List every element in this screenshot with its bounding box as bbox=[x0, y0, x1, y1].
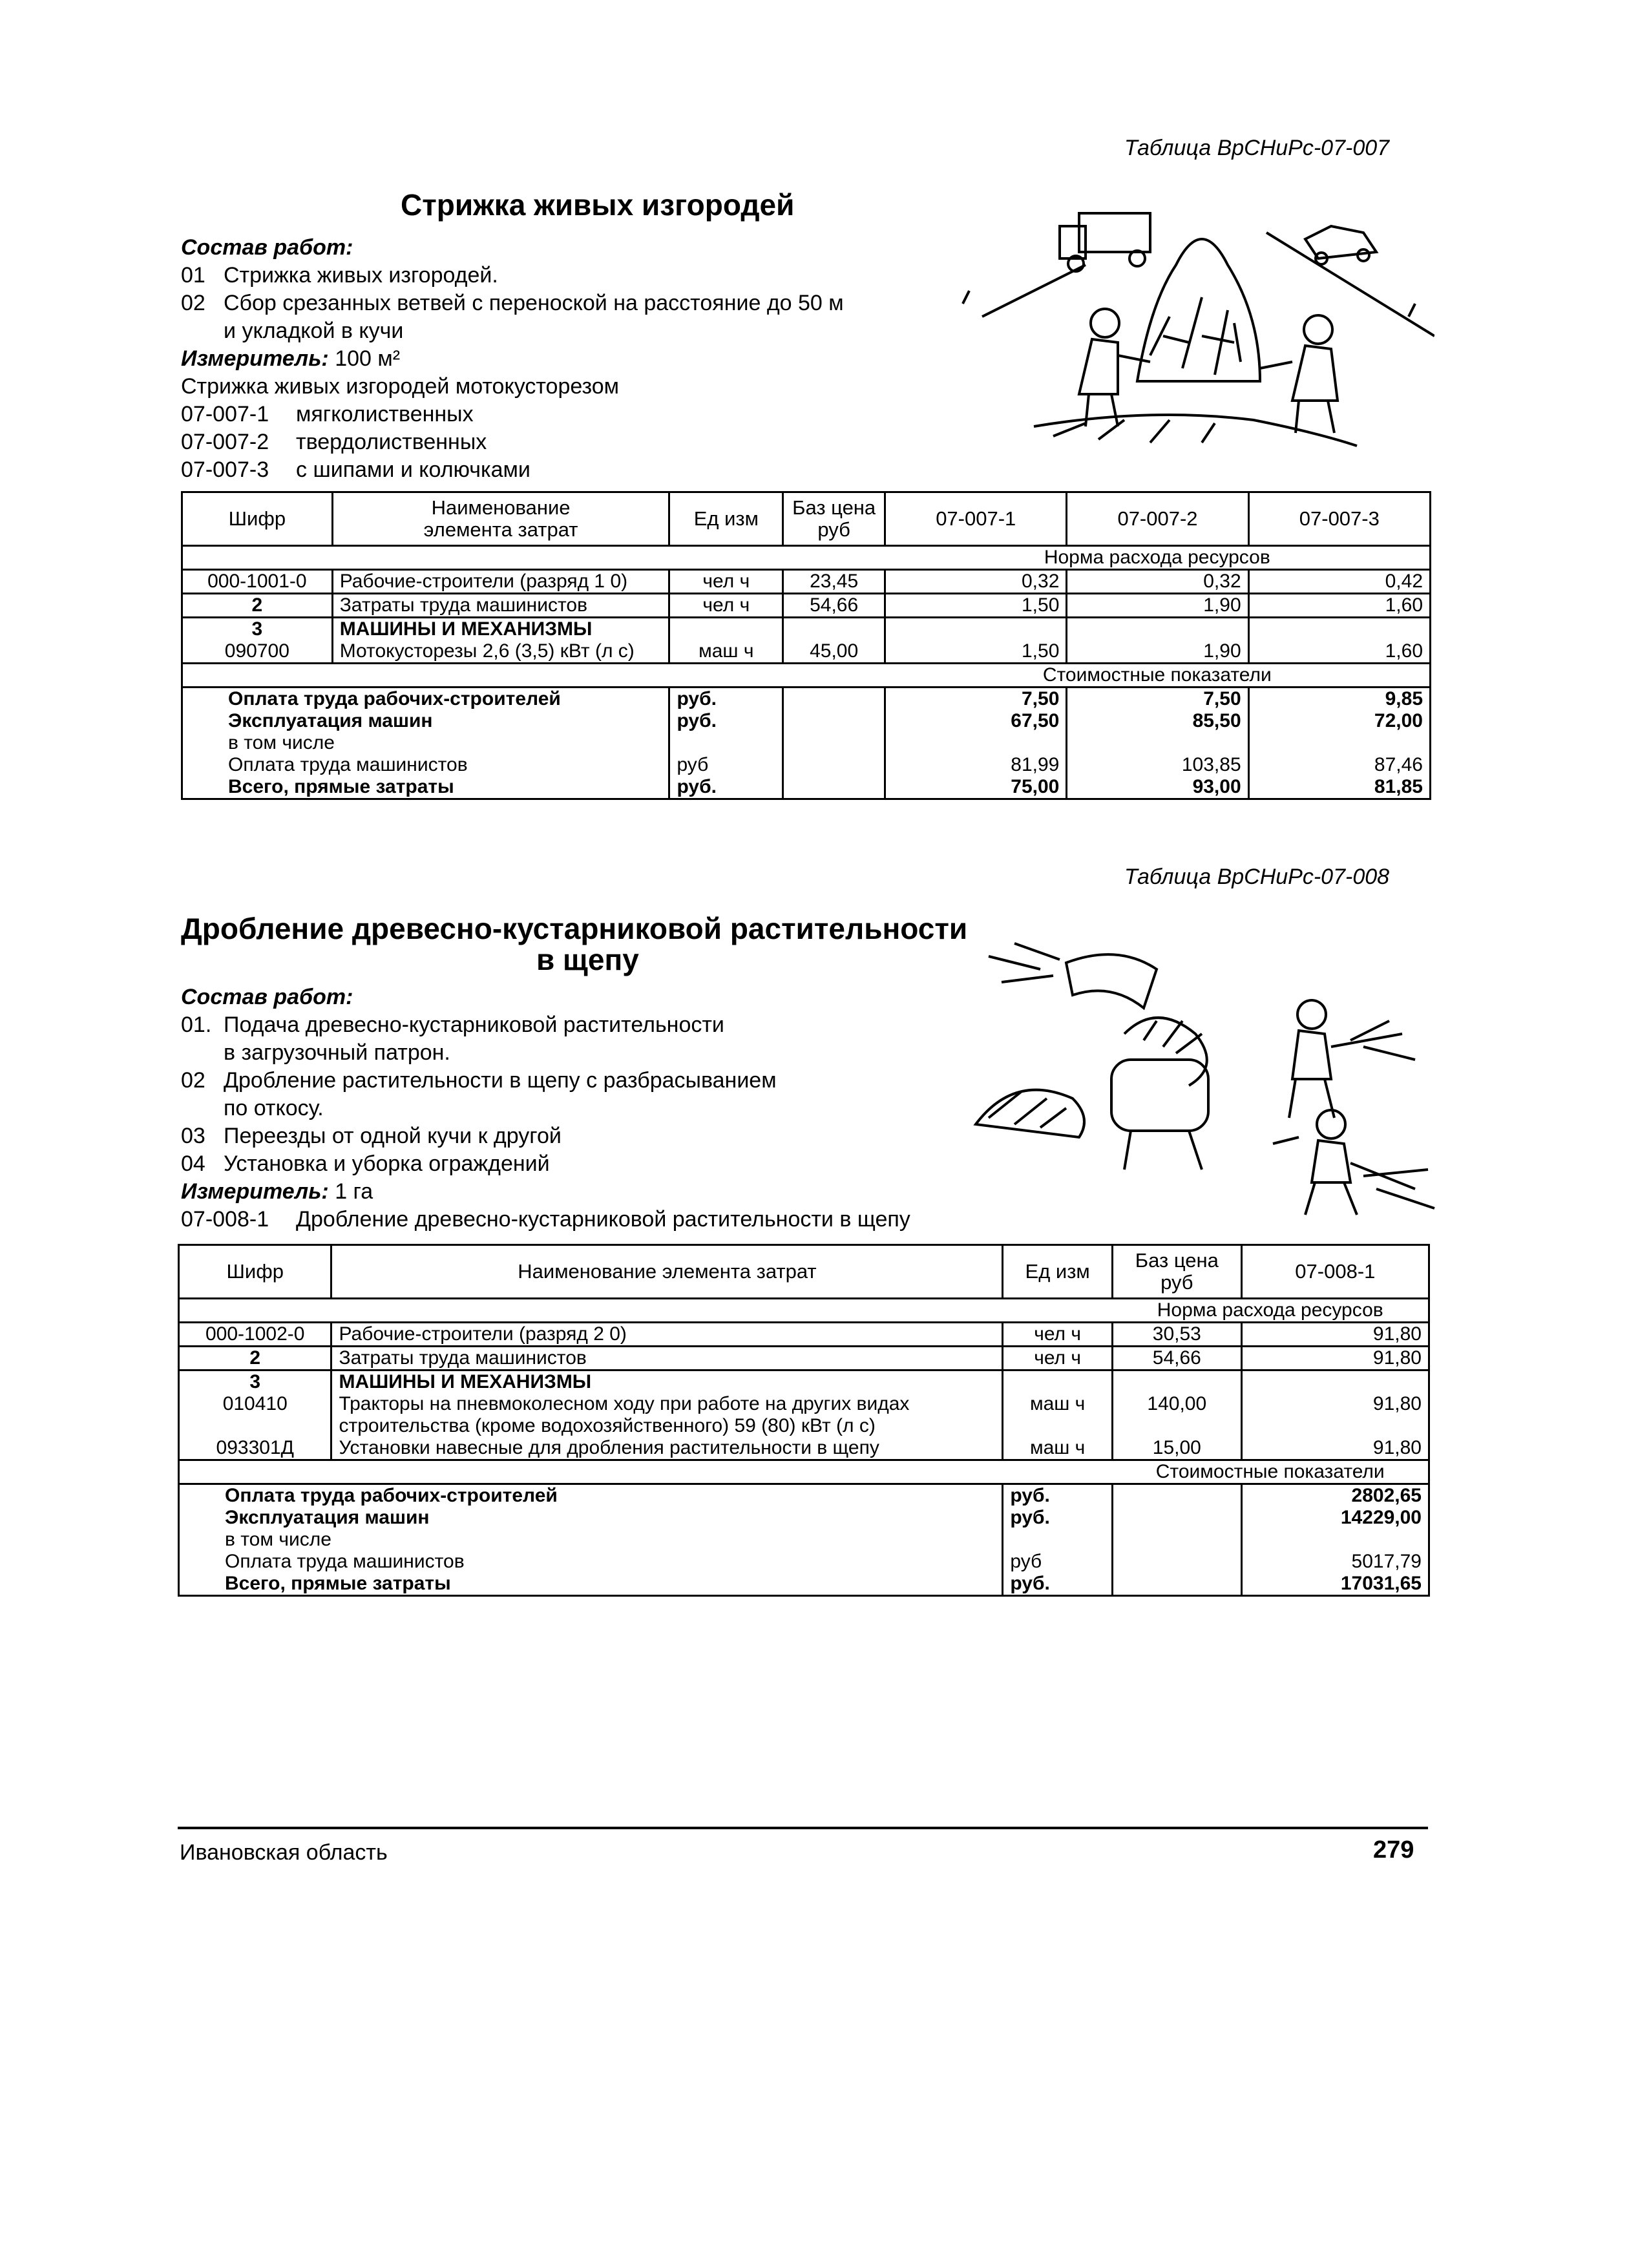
row-v1: 91,80 bbox=[1241, 1393, 1429, 1415]
header-c2: 07-007-2 bbox=[1067, 492, 1248, 546]
cost-name: Эксплуатация машин bbox=[179, 1507, 1003, 1529]
header-price: Баз цена руб bbox=[1112, 1245, 1241, 1299]
table1-header-row bbox=[182, 492, 1431, 546]
table-row bbox=[179, 1393, 1429, 1415]
row-code: 2 bbox=[182, 594, 333, 618]
row-name: Установки навесные для дробления растительности в щепу bbox=[331, 1437, 1003, 1460]
row-unit: маш ч bbox=[669, 640, 783, 664]
page-number: 279 bbox=[1373, 1836, 1414, 1864]
cost-v1: 81,99 bbox=[885, 754, 1067, 776]
cost-row bbox=[179, 1529, 1429, 1551]
row-code: 000-1001-0 bbox=[182, 570, 333, 594]
cost-name: Оплата труда машинистов bbox=[179, 1551, 1003, 1573]
table2-meter: Измеритель: 1 га bbox=[181, 1179, 373, 1204]
table1-work-item: и укладкой в кучи bbox=[224, 319, 404, 343]
row-price: 140,00 bbox=[1112, 1393, 1241, 1415]
row-v3: 0,42 bbox=[1248, 570, 1430, 594]
table-row bbox=[182, 594, 1431, 618]
cost-v1: 14229,00 bbox=[1241, 1507, 1429, 1529]
cost-row bbox=[182, 688, 1431, 711]
row-price: 15,00 bbox=[1112, 1437, 1241, 1460]
header-code: Шифр bbox=[179, 1245, 331, 1299]
table-row bbox=[179, 1415, 1429, 1437]
row-unit: маш ч bbox=[1003, 1437, 1113, 1460]
cost-name: Всего, прямые затраты bbox=[179, 1573, 1003, 1596]
row-v3: 1,60 bbox=[1248, 640, 1430, 664]
row-price: 54,66 bbox=[783, 594, 885, 618]
table2-title-line1: Дробление древесно-кустарниковой растительности bbox=[181, 912, 968, 945]
row-name: МАШИНЫ И МЕХАНИЗМЫ bbox=[331, 1370, 1003, 1394]
row-code: 010410 bbox=[179, 1393, 331, 1415]
row-v1: 91,80 bbox=[1241, 1437, 1429, 1460]
table2-norm-row bbox=[179, 1299, 1429, 1323]
cost-row bbox=[182, 732, 1431, 754]
table2-header-row bbox=[179, 1245, 1429, 1299]
row-unit: чел ч bbox=[669, 570, 783, 594]
table-row bbox=[179, 1437, 1429, 1460]
row-v1: 1,50 bbox=[885, 594, 1067, 618]
table1-variant: 07-007-1 мягколиственных bbox=[181, 402, 474, 426]
table2-work-item: по откосу. bbox=[224, 1096, 324, 1120]
table1-work-item: 01 Стрижка живых изгородей. bbox=[181, 263, 498, 288]
cost-v1: 17031,65 bbox=[1241, 1573, 1429, 1596]
table2-variant: 07-008-1 Дробление древесно-кустарниковой растительности в щепу bbox=[181, 1207, 910, 1232]
header-name: Наименование элемента затрат bbox=[331, 1245, 1003, 1299]
cost-name: Эксплуатация машин bbox=[182, 710, 669, 732]
row-name: Рабочие-строители (разряд 2 0) bbox=[331, 1323, 1003, 1347]
table2-cost-label-row bbox=[179, 1460, 1429, 1484]
row-name: Мотокусторезы 2,6 (3,5) кВт (л с) bbox=[332, 640, 669, 664]
table-row bbox=[179, 1370, 1429, 1394]
cost-unit: руб. bbox=[1003, 1573, 1113, 1596]
header-unit: Ед изм bbox=[669, 492, 783, 546]
wood-chipping-illustration bbox=[963, 930, 1441, 1228]
table1-meter: Измеритель: 100 м² bbox=[181, 346, 401, 371]
cost-v2: 93,00 bbox=[1067, 776, 1248, 799]
cost-name: в том числе bbox=[182, 732, 669, 754]
header-price: Баз цена руб bbox=[783, 492, 885, 546]
row-unit: чел ч bbox=[1003, 1323, 1113, 1347]
row-name: строительства (кроме водохозяйственного) 59 (80) кВт (л с) bbox=[331, 1415, 1003, 1437]
row-v1: 91,80 bbox=[1241, 1323, 1429, 1347]
row-code: 000-1002-0 bbox=[179, 1323, 331, 1347]
row-price: 30,53 bbox=[1112, 1323, 1241, 1347]
cost-row bbox=[182, 754, 1431, 776]
row-unit: чел ч bbox=[1003, 1347, 1113, 1370]
cost-v3: 72,00 bbox=[1248, 710, 1430, 732]
table2-title-line2: в щепу bbox=[536, 943, 639, 976]
cost-row bbox=[179, 1507, 1429, 1529]
cost-name: в том числе bbox=[179, 1529, 1003, 1551]
header-c1: 07-008-1 bbox=[1241, 1245, 1429, 1299]
footer-divider bbox=[178, 1827, 1428, 1829]
header-code: Шифр bbox=[182, 492, 333, 546]
cost-v3: 81,85 bbox=[1248, 776, 1430, 799]
row-unit: чел ч bbox=[669, 594, 783, 618]
table-row bbox=[182, 640, 1431, 664]
cost-unit: руб. bbox=[669, 710, 783, 732]
cost-label: Стоимостные показатели bbox=[1112, 1460, 1429, 1484]
cost-v1: 7,50 bbox=[885, 688, 1067, 711]
row-v2: 0,32 bbox=[1067, 570, 1248, 594]
cost-name: Оплата труда машинистов bbox=[182, 754, 669, 776]
header-unit: Ед изм bbox=[1003, 1245, 1113, 1299]
row-v2: 1,90 bbox=[1067, 640, 1248, 664]
table-row bbox=[179, 1347, 1429, 1370]
header-c3: 07-007-3 bbox=[1248, 492, 1430, 546]
header-name: Наименование элемента затрат bbox=[332, 492, 669, 546]
cost-unit: руб bbox=[1003, 1551, 1113, 1573]
cost-v1: 2802,65 bbox=[1241, 1484, 1429, 1507]
cost-unit: руб bbox=[669, 754, 783, 776]
cost-row-total bbox=[182, 776, 1431, 799]
cost-unit: руб. bbox=[1003, 1484, 1113, 1507]
table1-cost-label-row bbox=[182, 664, 1431, 688]
cost-v1: 75,00 bbox=[885, 776, 1067, 799]
row-name: Затраты труда машинистов bbox=[332, 594, 669, 618]
table1-composition-label: Состав работ: bbox=[181, 235, 353, 260]
row-code: 3 bbox=[179, 1370, 331, 1394]
cost-v1: 5017,79 bbox=[1241, 1551, 1429, 1573]
row-name: Тракторы на пневмоколесном ходу при работе на других видах bbox=[331, 1393, 1003, 1415]
row-v1: 91,80 bbox=[1241, 1347, 1429, 1370]
cost-row-total bbox=[179, 1573, 1429, 1596]
table2-cost-table bbox=[178, 1244, 1430, 1597]
cost-unit: руб. bbox=[669, 688, 783, 711]
header-c1: 07-007-1 bbox=[885, 492, 1067, 546]
table-row bbox=[182, 570, 1431, 594]
row-code: 090700 bbox=[182, 640, 333, 664]
cost-row bbox=[179, 1551, 1429, 1573]
table-row bbox=[179, 1323, 1429, 1347]
row-v3: 1,60 bbox=[1248, 594, 1430, 618]
cost-v3: 87,46 bbox=[1248, 754, 1430, 776]
cost-unit: руб. bbox=[1003, 1507, 1113, 1529]
cost-v3: 9,85 bbox=[1248, 688, 1430, 711]
norm-label: Норма расхода ресурсов bbox=[1112, 1299, 1429, 1323]
cost-name: Оплата труда рабочих-строителей bbox=[179, 1484, 1003, 1507]
cost-row bbox=[179, 1484, 1429, 1507]
cost-name: Всего, прямые затраты bbox=[182, 776, 669, 799]
table2-work-item: 04 Установка и уборка ограждений bbox=[181, 1151, 550, 1176]
table1-caption: Таблица ВрСНиРс-07-007 bbox=[1124, 136, 1390, 160]
row-name: Затраты труда машинистов bbox=[331, 1347, 1003, 1370]
cost-v1: 67,50 bbox=[885, 710, 1067, 732]
hedge-trimming-illustration bbox=[956, 187, 1434, 459]
cost-name: Оплата труда рабочих-строителей bbox=[182, 688, 669, 711]
row-code: 093301Д bbox=[179, 1437, 331, 1460]
row-code: 3 bbox=[182, 618, 333, 641]
cost-v2: 85,50 bbox=[1067, 710, 1248, 732]
table2-work-item: в загрузочный патрон. bbox=[224, 1040, 450, 1065]
row-name: Рабочие-строители (разряд 1 0) bbox=[332, 570, 669, 594]
row-price: 45,00 bbox=[783, 640, 885, 664]
cost-v2: 103,85 bbox=[1067, 754, 1248, 776]
table1-cost-table bbox=[181, 491, 1431, 800]
table1-norm-row bbox=[182, 546, 1431, 570]
row-price: 23,45 bbox=[783, 570, 885, 594]
row-name: МАШИНЫ И МЕХАНИЗМЫ bbox=[332, 618, 669, 641]
cost-label: Стоимостные показатели bbox=[885, 664, 1431, 688]
table2-work-item: 02 Дробление растительности в щепу с разбрасыванием bbox=[181, 1068, 777, 1093]
table1-description bbox=[181, 234, 989, 484]
norm-label: Норма расхода ресурсов bbox=[885, 546, 1431, 570]
table2-composition-label: Состав работ: bbox=[181, 985, 353, 1009]
table2-caption: Таблица ВрСНиРс-07-008 bbox=[1124, 865, 1390, 889]
cost-row bbox=[182, 710, 1431, 732]
table1-variant: 07-007-3 с шипами и колючками bbox=[181, 457, 530, 482]
row-code: 2 bbox=[179, 1347, 331, 1370]
row-v2: 1,90 bbox=[1067, 594, 1248, 618]
footer-region: Ивановская область bbox=[180, 1840, 388, 1865]
cost-unit: руб. bbox=[669, 776, 783, 799]
row-v1: 0,32 bbox=[885, 570, 1067, 594]
table1-variant: 07-007-2 твердолиственных bbox=[181, 430, 487, 454]
table2-work-item: 03 Переезды от одной кучи к другой bbox=[181, 1124, 562, 1148]
table-row bbox=[182, 618, 1431, 641]
cost-v2: 7,50 bbox=[1067, 688, 1248, 711]
row-unit: маш ч bbox=[1003, 1393, 1113, 1415]
table2-work-item: 01. Подача древесно-кустарниковой растительности bbox=[181, 1013, 724, 1037]
table1-subtitle: Стрижка живых изгородей мотокусторезом bbox=[181, 374, 620, 399]
row-v1: 1,50 bbox=[885, 640, 1067, 664]
table1-work-item: 02 Сбор срезанных ветвей с переноской на расстояние до 50 м bbox=[181, 291, 844, 315]
row-price: 54,66 bbox=[1112, 1347, 1241, 1370]
table1-title: Стрижка живых изгородей bbox=[401, 188, 795, 222]
